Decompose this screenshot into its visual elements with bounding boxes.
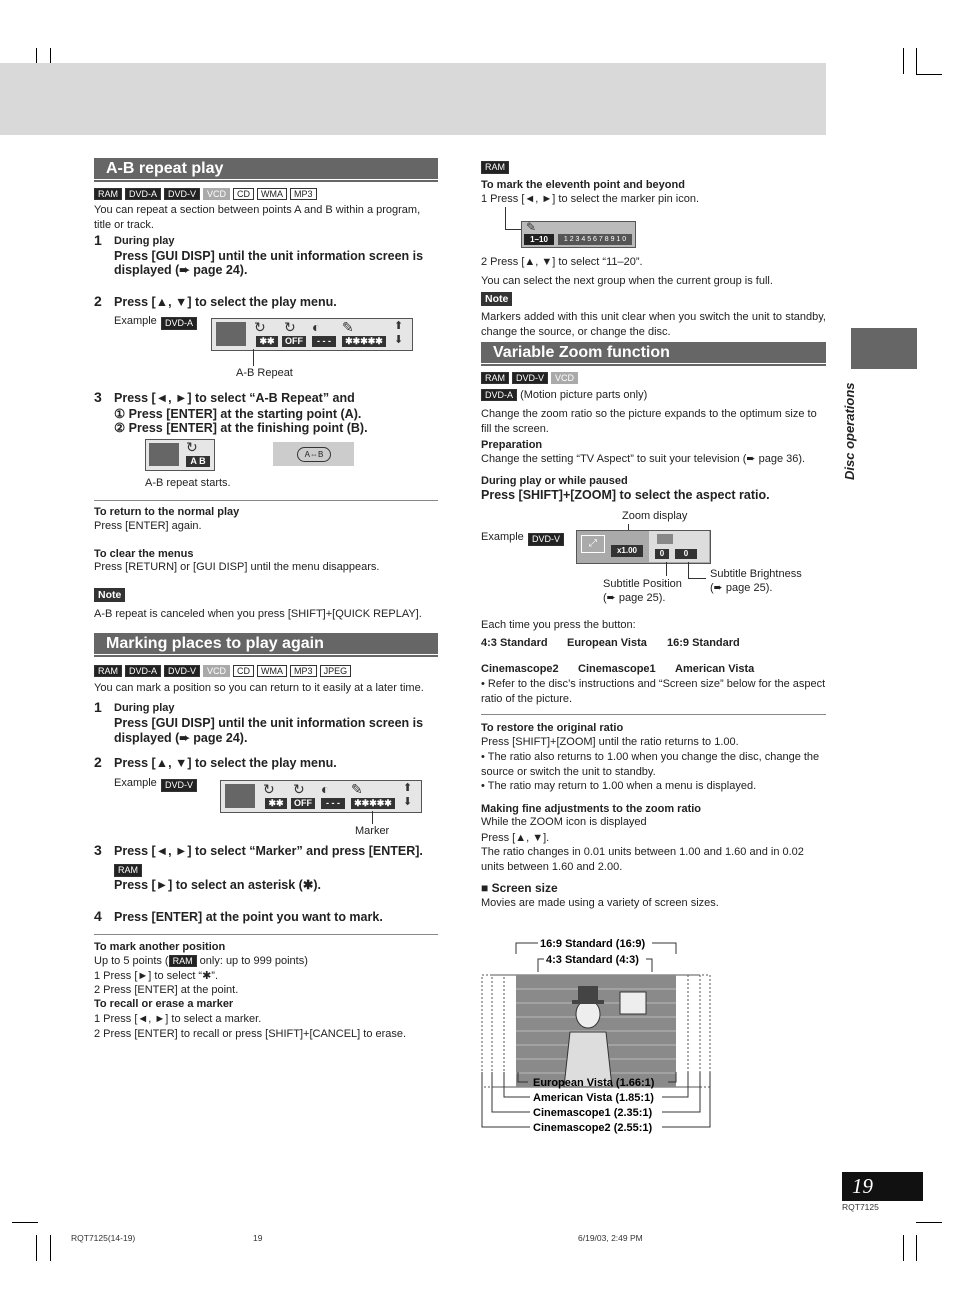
step-text: Press [◄, ►] to select “Marker” and press [ENTER]. (114, 844, 423, 858)
osd-cell: - - - (321, 798, 345, 809)
marker-pin-icon: ✎ (351, 781, 363, 797)
osd-cell: ✱✱ (256, 336, 278, 347)
body-text: 2 Press [▲, ▼] to select “11–20”. (481, 256, 643, 268)
disc-icon (216, 322, 246, 346)
example-tag: DVD-A (161, 317, 197, 330)
marker-pin-icon: ✎ (342, 319, 354, 335)
disc-icon (225, 784, 255, 808)
crop-mark (916, 74, 942, 75)
step-text: Press [GUI DISP] until the unit information screen is (114, 249, 424, 263)
up-arrow-icon: ⬆ (394, 320, 404, 332)
step-text: Press [◄, ►] to select “A-B Repeat” and (114, 391, 355, 405)
marker-pin-osd (521, 221, 636, 248)
body-text: You can select the next group when the current group is full. (481, 275, 773, 287)
mark-disc-tags: RAM DVD-A DVD-V VCD CD WMA MP3 JPEG (94, 665, 351, 677)
subheading: To mark another position (94, 941, 226, 953)
osd-cell: A B (186, 456, 210, 467)
step-number: 2 (94, 293, 102, 309)
ratio-option: 4:3 Standard (481, 637, 548, 649)
body-text: Change the setting “TV Aspect” to suit your television (➨ page 36). (481, 453, 806, 465)
ratio-option: 16:9 Standard (667, 637, 740, 649)
subtitle-brightness-ref: (➨ page 25). (710, 582, 773, 594)
ab-starts-caption: A-B repeat starts. (145, 477, 231, 489)
zoom-display-caption: Zoom display (622, 510, 688, 522)
ab-section-title: A-B repeat play (94, 158, 438, 179)
body-text: 2 Press [ENTER] to recall or press [SHIFT]+[CANCEL] to erase. (94, 1028, 407, 1040)
repeat-icon: ↻ (263, 781, 275, 797)
step-text: Press [ENTER] at the point you want to mark. (114, 910, 383, 924)
body-text: 1 Press [►] to select “✱”. (94, 970, 219, 982)
body-text: 1 Press [◄, ►] to select the marker pin icon. (481, 193, 700, 205)
step-text: displayed (➨ page 24). (114, 731, 248, 745)
step-text: Press [SHIFT]+[ZOOM] to select the aspect ratio. (481, 488, 770, 502)
osd-cell: ✱✱✱✱✱ (342, 336, 386, 347)
step-text: Press [GUI DISP] until the unit information screen is (114, 716, 424, 730)
pin-range: 1–10 (524, 234, 554, 245)
divider (94, 500, 438, 501)
repeat-icon: ↻ (284, 319, 296, 335)
subheading: To mark the eleventh point and beyond (481, 179, 685, 191)
bullet-text: • The ratio also returns to 1.00 when you change the disc, change the source or switch the unit to standby. (481, 751, 820, 778)
page-number: 19 (842, 1172, 923, 1201)
ab-play-menu-osd (211, 318, 413, 351)
bullet-text: • The ratio may return to 1.00 when a menu is displayed. (481, 780, 757, 792)
side-section-label: Disc operations (842, 382, 857, 480)
osd-cell: OFF (291, 798, 315, 809)
callout-line (253, 349, 254, 366)
body-text: The ratio changes in 0.01 units between 1.00 and 1.60 and in 0.02 units between 1.60 and 2.00. (481, 846, 804, 873)
divider (94, 934, 438, 935)
mark-play-menu-osd (220, 780, 422, 813)
step-number: 3 (94, 842, 102, 858)
divider (481, 714, 826, 715)
step-text: Press [▲, ▼] to select the play menu. (114, 295, 337, 309)
step-number: 3 (94, 389, 102, 405)
ratio-option: American Vista (675, 663, 755, 675)
osd-cell: OFF (282, 336, 306, 347)
label-american-vista: American Vista (1.85:1) (533, 1092, 654, 1104)
footer-page: 19 (253, 1233, 263, 1243)
zoom-intro: Change the zoom ratio so the picture expands to the optimum size to fill the screen. (481, 408, 817, 435)
example-label: Example (114, 777, 157, 789)
angle-icon: ◐ (321, 781, 330, 797)
subtitle-brightness-value: 0 (675, 549, 697, 559)
disc-icon (149, 443, 179, 466)
zoom-section-title: Variable Zoom function (481, 342, 826, 363)
marker-pin-icon: ✎ (526, 220, 537, 234)
label-cinemascope2: Cinemascope2 (2.55:1) (533, 1122, 653, 1134)
callout-line (688, 562, 689, 578)
osd-cell: - - - (312, 336, 336, 347)
subtitle-position-ref: (➨ page 25). (603, 592, 666, 604)
footer-date: 6/19/03, 2:49 PM (578, 1233, 643, 1243)
callout-line (688, 578, 706, 579)
step-text: Press [►] to select an asterisk (✱). (114, 878, 321, 892)
osd-caption: A-B Repeat (236, 367, 293, 379)
callout-line (505, 207, 506, 229)
down-arrow-icon: ⬇ (394, 334, 404, 346)
subheading: During play or while paused (481, 475, 628, 487)
screen-size-diagram (478, 934, 718, 1139)
header-band (0, 63, 826, 135)
step-label: During play (114, 702, 175, 714)
note-text: Markers added with this unit clear when you switch the unit to standby, change the source, or change the disc. (481, 311, 826, 338)
step-number: 1 (94, 232, 102, 248)
body-text: 1 Press [◄, ►] to select a marker. (94, 1013, 262, 1025)
body-text: 2 Press [ENTER] at the point. (94, 984, 239, 996)
note-badge: Note (94, 588, 125, 602)
step-text: displayed (➨ page 24). (114, 263, 248, 277)
up-arrow-icon: ⬆ (403, 782, 413, 794)
crop-mark (916, 1235, 917, 1261)
example-label: Example (481, 531, 524, 543)
ab-intro: You can repeat a section between points A and B within a program, title or track. (94, 204, 421, 231)
screen-size-heading: ■ Screen size (481, 881, 558, 895)
crop-mark (903, 48, 904, 74)
ram-tag: RAM (481, 161, 509, 174)
body-text: Press [▲, ▼]. (481, 832, 550, 844)
label-european-vista: European Vista (1.66:1) (533, 1077, 655, 1089)
subtitle-brightness-label: Subtitle Brightness (710, 568, 802, 580)
crop-mark (903, 1235, 904, 1261)
pin-digits: 1 2 3 4 5 6 7 8 9 1 0 (558, 234, 632, 245)
example-tag: DVD-V (528, 533, 564, 546)
subheading: Making fine adjustments to the zoom ratio (481, 803, 702, 815)
osd-cell: ✱✱ (265, 798, 287, 809)
subtitle-position-label: Subtitle Position (603, 578, 682, 590)
body-text: Movies are made using a variety of screen sizes. (481, 897, 719, 909)
callout-line (372, 811, 373, 824)
subheading: To clear the menus (94, 548, 194, 560)
model-code: RQT7125 (842, 1202, 879, 1212)
example-tag: DVD-V (161, 779, 197, 792)
crop-mark (916, 48, 917, 74)
step-label: During play (114, 235, 175, 247)
zoom-osd (576, 530, 711, 564)
mark-intro: You can mark a position so you can return to it easily at a later time. (94, 682, 424, 694)
subheading: To recall or erase a marker (94, 998, 234, 1010)
ratio-option: European Vista (567, 637, 647, 649)
zoom-value: x1.00 (611, 545, 643, 557)
subtitle-icon (657, 534, 673, 544)
step-number: 2 (94, 754, 102, 770)
osd-caption: Marker (355, 825, 390, 837)
crop-mark (36, 1235, 37, 1261)
subheading: To restore the original ratio (481, 722, 624, 734)
ab-osd-small (145, 439, 215, 471)
subtitle-position-value: 0 (655, 549, 669, 559)
repeat-icon: ↻ (186, 439, 198, 455)
body-text: While the ZOOM icon is displayed (481, 816, 647, 828)
bullet-text: • Refer to the disc’s instructions and “Screen size” below for the aspect ratio of the picture. (481, 678, 826, 705)
label-16-9-standard: 16:9 Standard (16:9) (540, 938, 646, 950)
label-4-3-standard: 4:3 Standard (4:3) (546, 954, 639, 966)
down-arrow-icon: ⬇ (403, 796, 413, 808)
crop-mark (12, 1222, 38, 1223)
step-text: ① Press [ENTER] at the starting point (A). (114, 407, 362, 421)
side-tab (851, 328, 917, 369)
repeat-icon: ↻ (293, 781, 305, 797)
body-text: Press [SHIFT]+[ZOOM] until the ratio returns to 1.00. (481, 736, 739, 748)
crop-mark (50, 1235, 51, 1261)
footer-file: RQT7125(14-19) (71, 1233, 136, 1243)
step-number: 1 (94, 699, 102, 715)
body-text: Press [RETURN] or [GUI DISP] until the menu disappears. (94, 561, 380, 573)
callout-line (666, 562, 667, 576)
zoom-disc-tags: RAM DVD-V VCD (481, 372, 578, 384)
repeat-icon: ↻ (254, 319, 266, 335)
subheading: To return to the normal play (94, 506, 240, 518)
angle-icon: ◐ (312, 319, 321, 335)
body-text: DVD-A (Motion picture parts only) (481, 388, 647, 403)
subheading: Preparation (481, 439, 543, 451)
ab-disc-tags: RAM DVD-A DVD-V VCD CD WMA MP3 (94, 188, 317, 200)
subtitle-panel (649, 531, 709, 562)
ratio-option: Cinemascope2 (481, 663, 559, 675)
note-badge: Note (481, 292, 512, 306)
example-label: Example (114, 315, 157, 327)
crop-mark (916, 1222, 942, 1223)
ab-repeat-pill: A⇔B (297, 447, 331, 462)
body-text: Up to 5 points ( RAM only: up to 999 points) (94, 955, 308, 967)
step-text: ② Press [ENTER] at the finishing point (B). (114, 421, 368, 435)
step-number: 4 (94, 908, 102, 924)
marking-section-title: Marking places to play again (94, 633, 438, 654)
body-text: Each time you press the button: (481, 619, 636, 631)
label-cinemascope1: Cinemascope1 (2.35:1) (533, 1107, 653, 1119)
ram-tag: RAM (114, 864, 142, 877)
note-text: A-B repeat is canceled when you press [SHIFT]+[QUICK REPLAY]. (94, 608, 422, 620)
ab-pill-box (273, 442, 354, 466)
osd-cell: ✱✱✱✱✱ (351, 798, 395, 809)
ratio-option: Cinemascope1 (578, 663, 656, 675)
body-text: Press [ENTER] again. (94, 520, 202, 532)
callout-line (505, 229, 521, 230)
zoom-frame-icon: ⤢ (581, 535, 605, 553)
step-text: Press [▲, ▼] to select the play menu. (114, 756, 337, 770)
